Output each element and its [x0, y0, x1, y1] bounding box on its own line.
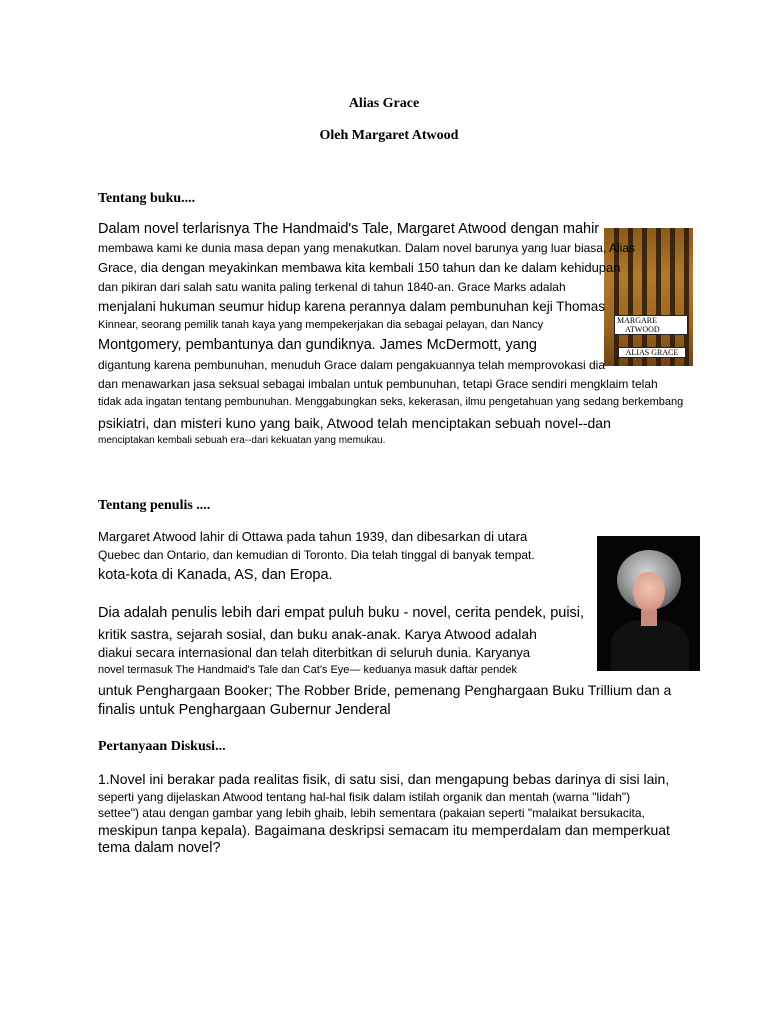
page-title: Alias Grace [348, 96, 420, 111]
discussion-text-line-4: meskipun tanpa kepala). Bagaimana deskripsi semacam itu memperdalam dan memperkuat [98, 822, 670, 838]
author-text-line-7: novel termasuk The Handmaid's Tale dan Cat's Eye— keduanya masuk daftar pendek [98, 664, 517, 676]
discussion-text-line-5: tema dalam novel? [98, 840, 221, 856]
discussion-text-line-3: settee") atau dengan gambar yang lebih ghaib, lebih sementara (pakaian seperti "malaikat bersukacita, [98, 806, 645, 820]
discussion-text-line-1: 1.Novel ini berakar pada realitas fisik, di satu sisi, dan mengapung bebas darinya di sisi lain, [98, 771, 670, 787]
book-text-line-10: tidak ada ingatan tentang pembunuhan. Menggabungkan seks, kekerasan, ilmu pengetahuan yang sedang berkembang [98, 396, 684, 408]
author-photo [597, 536, 700, 671]
author-text-line-9: finalis untuk Penghargaan Gubernur Jenderal [98, 702, 391, 718]
cover-author-label: MARGARE ATWOOD [614, 315, 688, 335]
book-text-line-1: Dalam novel terlarisnya The Handmaid's Tale, Margaret Atwood dengan mahir [98, 221, 600, 237]
author-text-line-8: untuk Penghargaan Booker; The Robber Bride, pemenang Penghargaan Buku Trillium dan a [98, 682, 672, 698]
author-text-line-3: kota-kota di Kanada, AS, dan Eropa. [98, 567, 333, 583]
author-text-line-5: kritik sastra, sejarah sosial, dan buku anak-anak. Karya Atwood adalah [98, 626, 537, 642]
book-text-line-11: psikiatri, dan misteri kuno yang baik, Atwood telah menciptakan sebuah novel--dan [98, 415, 611, 431]
book-text-line-5: menjalani hukuman seumur hidup karena perannya dalam pembunuhan keji Thomas [98, 299, 606, 314]
book-text-line-12: menciptakan kembali sebuah era--dari kekuatan yang memukau. [98, 435, 386, 446]
book-text-line-9: dan menawarkan jasa seksual sebagai imbalan untuk pembunuhan, tetapi Grace sendiri mengklaim telah [98, 377, 658, 391]
author-text-line-4: Dia adalah penulis lebih dari empat puluh buku - novel, cerita pendek, puisi, [98, 605, 585, 621]
author-text-line-1: Margaret Atwood lahir di Ottawa pada tahun 1939, dan dibesarkan di utara [98, 529, 528, 544]
book-text-line-3: Grace, dia dengan meyakinkan membawa kita kembali 150 tahun dan ke dalam kehidupan [98, 260, 621, 275]
discussion-text-line-2: seperti yang dijelaskan Atwood tentang hal-hal fisik dalam istilah organik dan mentah (warna "lidah") [98, 790, 631, 804]
book-text-line-2: membawa kami ke dunia masa depan yang menakutkan. Dalam novel barunya yang luar biasa, Alias [98, 241, 635, 255]
page-byline: Oleh Margaret Atwood [319, 128, 459, 143]
book-text-line-7: Montgomery, pembantunya dan gundiknya. James McDermott, yang [98, 337, 537, 353]
author-section-heading: Tentang penulis .... [98, 498, 211, 513]
discussion-section-heading: Pertanyaan Diskusi... [98, 739, 226, 754]
cover-title-label: ALIAS GRACE [618, 347, 686, 358]
book-text-line-8: digantung karena pembunuhan, menuduh Grace dalam pengakuannya telah memprovokasi dia [98, 358, 606, 372]
book-text-line-6: Kinnear, seorang pemilik tanah kaya yang mempekerjakan dia sebagai pelayan, dan Nancy [98, 319, 544, 331]
book-section-heading: Tentang buku.... [98, 191, 196, 206]
book-text-line-4: dan pikiran dari salah satu wanita paling terkenal di tahun 1840-an. Grace Marks adalah [98, 280, 566, 294]
author-text-line-2: Quebec dan Ontario, dan kemudian di Toronto. Dia telah tinggal di banyak tempat. [98, 548, 535, 562]
author-text-line-6: diakui secara internasional dan telah diterbitkan di seluruh dunia. Karyanya [98, 645, 531, 660]
